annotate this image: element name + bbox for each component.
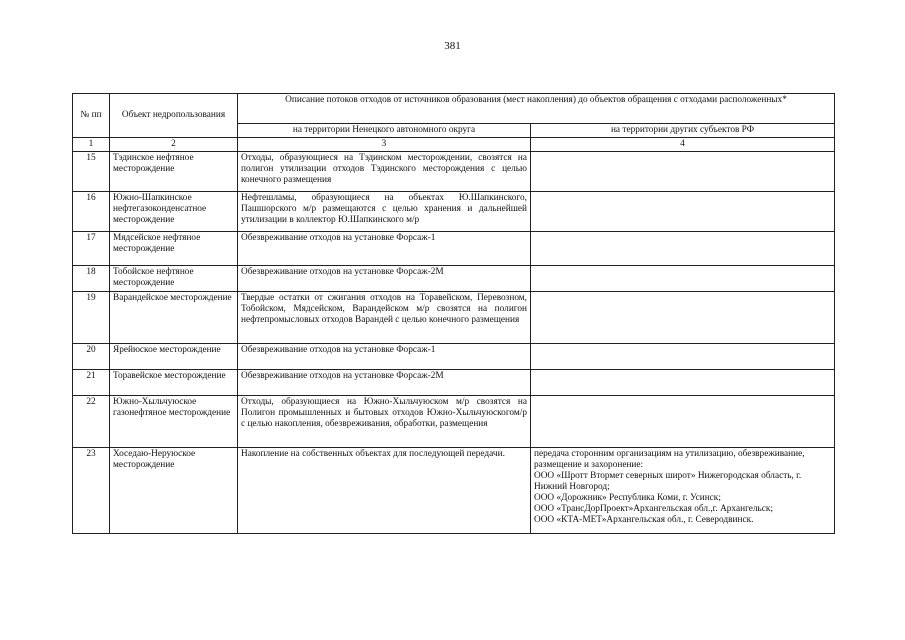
row-object: Тобойское нефтяное месторождение <box>110 266 238 292</box>
table-row <box>73 292 835 344</box>
table-row <box>73 192 835 232</box>
row-nao: Отходы, образующиеся на Тэдинском месторождении, свозятся на полигон утилизации отходов Тэдинского месторождения с целью конечного размещения <box>238 152 531 192</box>
row-number: 23 <box>73 448 110 534</box>
row-object: Тэдинское нефтяное месторождение <box>110 152 238 192</box>
header-index: 4 <box>531 138 835 152</box>
row-other <box>531 370 835 396</box>
header-description: Описание потоков отходов от источников образования (мест накопления) до объектов обращения с отходами расположенных* <box>238 94 835 124</box>
header-object: Объект недропользования <box>110 94 238 138</box>
row-number: 21 <box>73 370 110 396</box>
page-number: 381 <box>444 40 461 52</box>
other-line: ООО «Дорожник» Республика Коми, г. Усинск; <box>534 493 721 503</box>
table-row <box>73 448 835 534</box>
row-other <box>531 344 835 370</box>
table-row <box>73 266 835 292</box>
row-number: 18 <box>73 266 110 292</box>
row-object: Торавейское месторождение <box>110 370 238 396</box>
row-number: 19 <box>73 292 110 344</box>
row-other <box>531 266 835 292</box>
row-number: 17 <box>73 232 110 266</box>
table-row <box>73 344 835 370</box>
header-index: 2 <box>110 138 238 152</box>
table-row <box>73 396 835 448</box>
row-nao: Отходы, образующиеся на Южно-Хыльчуюском м/р свозятся на Полигон промышленных и бытовых отходов Южно-Хыльчуюскогом/р с целью накопления, обезвреживания, обработки, размещения <box>238 396 531 448</box>
row-other <box>531 192 835 232</box>
row-other <box>531 152 835 192</box>
row-nao: Твердые остатки от сжигания отходов на Торавейском, Перевозном, Тобойском, Мядсейском, Варандейском м/р свозятся на полигон нефтепромысловых отходов Варандей с целью конечного размещения <box>238 292 531 344</box>
row-nao: Накопление на собственных объектах для последующей передачи. <box>238 448 531 534</box>
table-row <box>73 370 835 396</box>
row-number: 16 <box>73 192 110 232</box>
row-number: 22 <box>73 396 110 448</box>
header-nao: на территории Ненецкого автономного округа <box>238 124 531 138</box>
row-other <box>531 396 835 448</box>
waste-flow-table <box>72 93 835 534</box>
row-object: Варандейское месторождение <box>110 292 238 344</box>
row-object: Южно-Шапкинское нефтегазоконденсатное месторождение <box>110 192 238 232</box>
row-object: Ярейюское месторождение <box>110 344 238 370</box>
row-number: 20 <box>73 344 110 370</box>
row-object: Хоседаю-Неруюское месторождение <box>110 448 238 534</box>
other-line: ООО «Шротт Втормет северных широт» Нижегородская область, г. Нижний Новгород; <box>534 471 802 492</box>
row-other <box>531 448 835 534</box>
header-index: 3 <box>238 138 531 152</box>
row-other <box>531 292 835 344</box>
other-line: передача сторонним организациям на утилизацию, обезвреживание, размещение и захоронение: <box>534 449 805 470</box>
row-object: Мядсейское нефтяное месторождение <box>110 232 238 266</box>
row-nao: Обезвреживание отходов на установке Форсаж-2М <box>238 266 531 292</box>
row-nao: Обезвреживание отходов на установке Форсаж-1 <box>238 344 531 370</box>
row-number: 15 <box>73 152 110 192</box>
header-index: 1 <box>73 138 110 152</box>
row-object: Южно-Хыльчуюское газонефтяное месторождение <box>110 396 238 448</box>
header-num: № пп <box>73 94 110 138</box>
table-row <box>73 152 835 192</box>
row-nao: Обезвреживание отходов на установке Форсаж-1 <box>238 232 531 266</box>
row-nao: Обезвреживание отходов на установке Форсаж-2М <box>238 370 531 396</box>
row-nao: Нефтешламы, образующиеся на объектах Ю.Шапкинского, Пашшорского м/р размещаются с целью хранения и дальнейшей утилизации в коллектор Ю.Шапкинского м/р <box>238 192 531 232</box>
other-line: ООО «ТрансДорПроект»Архангельская обл.,г. Архангельск; <box>534 504 773 514</box>
header-other: на территории других субъектов РФ <box>531 124 835 138</box>
table-row <box>73 232 835 266</box>
row-other <box>531 232 835 266</box>
other-line: ООО «КТА-МЕТ»Архангельская обл., г. Северодвинск. <box>534 515 754 525</box>
